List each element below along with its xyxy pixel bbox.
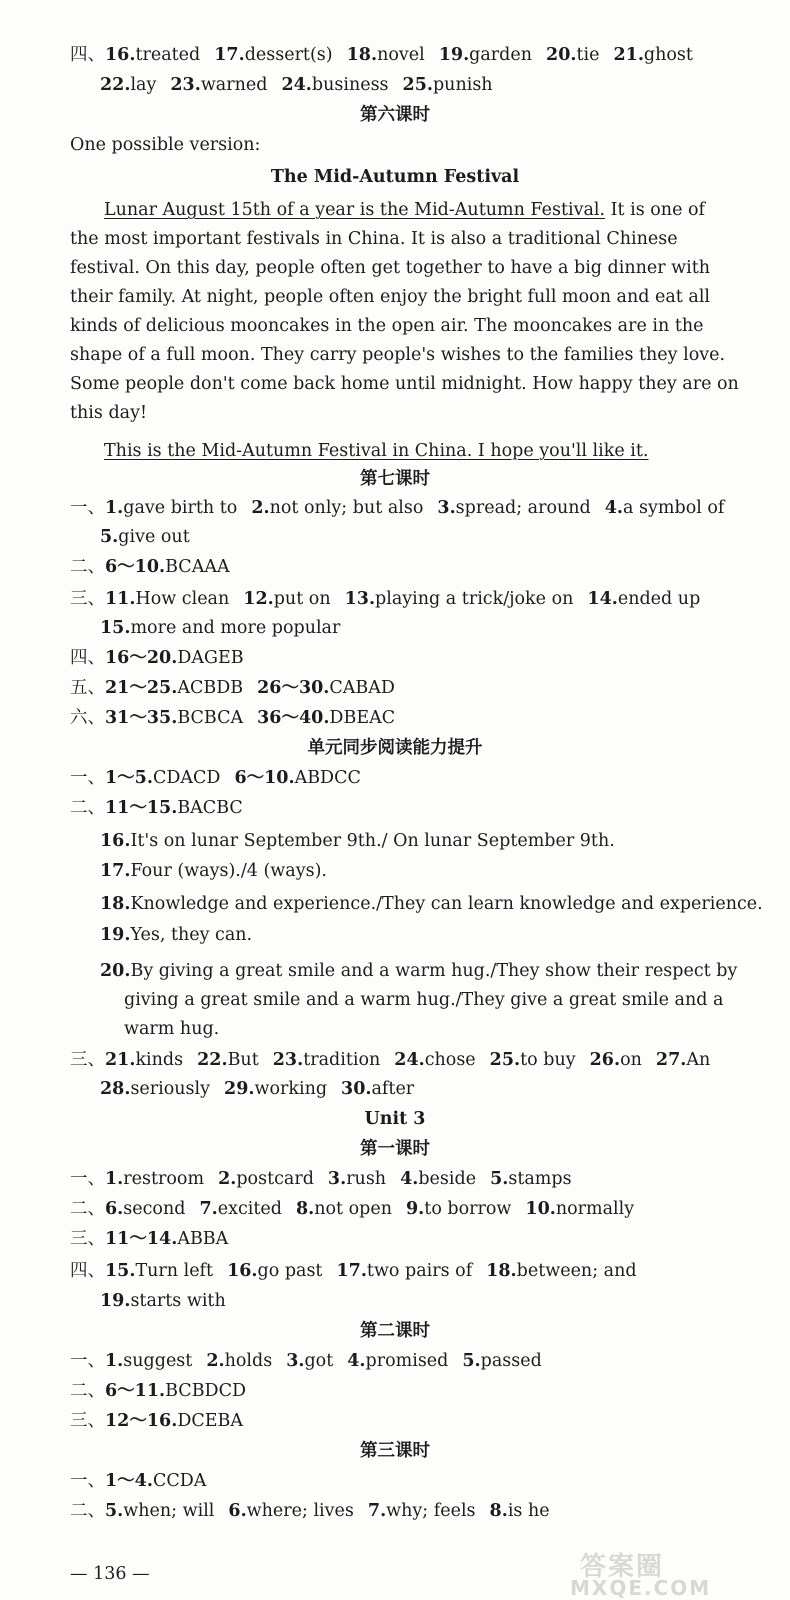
question-number: 10. [525, 1199, 556, 1219]
watermark-text: 答案圈 [580, 1552, 665, 1582]
answer-row [100, 1290, 226, 1312]
answer-row [70, 1470, 206, 1492]
answer-row [70, 44, 693, 66]
answer-row [100, 924, 252, 946]
answer-row [70, 797, 243, 819]
answer-row [70, 1228, 228, 1250]
answer-text: DBEAC [329, 708, 396, 728]
section-number: 一、 [70, 498, 105, 518]
answer-item [224, 1079, 327, 1099]
section-title: The Mid-Autumn Festival [270, 167, 520, 187]
question-number: 2. [206, 1351, 225, 1371]
answer-text: put on [273, 589, 331, 609]
answer-item [613, 45, 692, 65]
section-number: 四、 [70, 648, 105, 668]
answer-text: ABBA [177, 1229, 229, 1249]
answer-item [199, 1199, 282, 1219]
answer-text: But [227, 1050, 259, 1070]
answer-text: DAGEB [177, 648, 244, 668]
answer-text: CDACD [152, 768, 221, 788]
answer-item [439, 45, 532, 65]
question-number: 19. [100, 925, 131, 945]
answer-item [206, 1351, 272, 1371]
answer-item [227, 1261, 322, 1281]
essay-line: shape of a full moon. They carry people's wishes to the families they love. [70, 345, 726, 365]
answer-item [170, 75, 267, 95]
answer-text: a symbol of [623, 498, 725, 518]
answer-row [70, 707, 395, 729]
answer-text: Yes, they can. [130, 925, 253, 945]
answer-item [490, 1050, 576, 1070]
question-number: 17. [100, 861, 131, 881]
question-number: 25. [402, 75, 433, 95]
answer-text: rush [346, 1169, 387, 1189]
answer-item [100, 925, 252, 945]
answer-item [218, 1169, 314, 1189]
answer-item [368, 1501, 476, 1521]
answer-text: Turn left [135, 1261, 214, 1281]
underlined-sentence: Lunar August 15th of a year is the Mid-Autumn Festival. [104, 200, 606, 220]
answer-item [243, 589, 330, 609]
answer-item [251, 498, 423, 518]
essay-line: kinds of delicious mooncakes in the open air. The mooncakes are in the [70, 316, 704, 336]
essay-line: their family. At night, people often enjoy the bright full moon and eat all [70, 287, 711, 307]
page-number: — 136 — [70, 1564, 150, 1584]
answer-item [105, 557, 230, 577]
answer-row [70, 1380, 246, 1402]
essay-line: Some people don't come back home until midnight. How happy they are on [70, 374, 739, 394]
answer-item [341, 1079, 414, 1099]
question-number: 5. [490, 1169, 509, 1189]
section-number: 二、 [70, 1501, 105, 1521]
question-number: 3. [327, 1169, 347, 1189]
answer-item [105, 1169, 204, 1189]
section-number: 三、 [70, 1411, 105, 1431]
question-number: 23. [272, 1050, 304, 1070]
section-title: 第六课时 [360, 105, 430, 125]
question-number: 18. [346, 45, 378, 65]
question-number: 22. [100, 75, 131, 95]
answer-text: where; lives [246, 1501, 354, 1521]
question-number: 7. [367, 1501, 387, 1521]
answer-item [437, 498, 590, 518]
answer-text: suggest [123, 1351, 193, 1371]
answer-item [257, 678, 395, 698]
answer-text: not open [314, 1199, 392, 1219]
answer-item [100, 527, 190, 547]
answer-text: Four (ways)./4 (ways). [130, 861, 327, 881]
answer-item [286, 1351, 333, 1371]
question-number: 31～35. [105, 708, 178, 728]
answer-item [105, 1199, 185, 1219]
answer-row [70, 647, 244, 669]
question-number: 15. [100, 618, 131, 638]
question-number: 16. [100, 831, 131, 851]
answer-text: not only; but also [269, 498, 424, 518]
section-number: 一、 [70, 1471, 105, 1491]
question-number: 16. [227, 1261, 258, 1281]
answer-row [70, 1350, 542, 1372]
answer-text: An [686, 1050, 711, 1070]
question-number: 19. [438, 45, 470, 65]
answer-item [105, 798, 243, 818]
answer-item [105, 678, 243, 698]
answer-item [490, 1169, 572, 1189]
question-number: 20. [546, 45, 577, 65]
question-number: 6～11. [105, 1381, 166, 1401]
section-title: 第三课时 [360, 1441, 430, 1461]
answer-row [100, 1078, 414, 1100]
question-number: 26～30. [257, 678, 330, 698]
answer-text: when; will [123, 1501, 215, 1521]
plain-line: One possible version: [70, 135, 261, 155]
answer-row [70, 1049, 710, 1071]
essay-line: this day! [70, 403, 147, 423]
answer-text: How clean [135, 589, 230, 609]
question-number: 26. [589, 1050, 621, 1070]
answer-item [525, 1199, 634, 1219]
answer-item [336, 1261, 472, 1281]
answer-item [100, 861, 327, 881]
answer-text: to buy [520, 1050, 576, 1070]
question-number: 21～25. [105, 678, 178, 698]
answer-text: seriously [130, 1079, 211, 1099]
answer-text: second [123, 1199, 186, 1219]
section-number: 四、 [70, 45, 105, 65]
answer-item [105, 1381, 246, 1401]
answer-text: to borrow [424, 1199, 512, 1219]
section-number: 三、 [70, 589, 105, 609]
answer-item [100, 961, 737, 981]
answer-item [296, 1199, 392, 1219]
section-number: 五、 [70, 678, 105, 698]
answer-item [105, 45, 200, 65]
section-number: 四、 [70, 1261, 105, 1281]
answer-text: got [304, 1351, 334, 1371]
answer-row [70, 588, 700, 610]
question-number: 6～10. [105, 557, 166, 577]
answer-text: restroom [123, 1169, 205, 1189]
question-number: 1. [105, 1169, 124, 1189]
section-number: 二、 [70, 1381, 105, 1401]
answer-item [105, 648, 244, 668]
answer-text: CCDA [152, 1471, 207, 1491]
question-number: 11. [105, 589, 136, 609]
question-number: 25. [489, 1050, 521, 1070]
question-number: 18. [100, 894, 131, 914]
answer-text: passed [480, 1351, 542, 1371]
question-number: 5. [100, 527, 119, 547]
section-number: 一、 [70, 1169, 105, 1189]
question-number: 23. [170, 75, 201, 95]
answer-row [100, 526, 190, 548]
answer-text: holds [224, 1351, 273, 1371]
question-number: 1. [105, 498, 124, 518]
answer-text: go past [257, 1261, 323, 1281]
answer-text: treated [135, 45, 201, 65]
answer-text: chose [424, 1050, 476, 1070]
answer-text: two pairs of [366, 1261, 473, 1281]
section-number: 二、 [70, 1199, 105, 1219]
question-number: 5. [462, 1351, 481, 1371]
question-number: 17. [214, 45, 245, 65]
answer-item [100, 1079, 210, 1099]
answer-text: lay [130, 75, 157, 95]
answer-item [347, 1351, 448, 1371]
answer-text: kinds [135, 1050, 184, 1070]
answer-text: It's on lunar September 9th./ On lunar September 9th. [130, 831, 615, 851]
question-number: 14. [587, 589, 618, 609]
answer-text: ghost [643, 45, 693, 65]
question-number: 12. [243, 589, 274, 609]
answer-item [490, 1501, 550, 1521]
answer-text: BCBCA [177, 708, 244, 728]
answer-row [100, 960, 737, 982]
section-title: 单元同步阅读能力提升 [307, 738, 483, 758]
answer-item [105, 1411, 243, 1431]
section-title: 第七课时 [360, 469, 430, 489]
answer-text: starts with [130, 1291, 226, 1311]
watermark-logo [530, 1548, 780, 1600]
answer-text: By giving a great smile and a warm hug./They show their respect by [130, 961, 738, 981]
section-title: 第二课时 [360, 1321, 430, 1341]
section-number: 三、 [70, 1050, 105, 1070]
question-number: 15. [105, 1261, 136, 1281]
answer-text: stamps [508, 1169, 572, 1189]
essay-paragraph [70, 196, 739, 428]
question-number: 28. [100, 1079, 131, 1099]
answer-text: playing a trick/joke on [375, 589, 574, 609]
answer-item [105, 589, 229, 609]
answer-row [100, 893, 763, 915]
plain-line: giving a great smile and a warm hug./They give a great smile and a [124, 990, 724, 1010]
answer-text: why; feels [386, 1501, 476, 1521]
answer-text: ended up [617, 589, 701, 609]
answer-item [587, 589, 700, 609]
answer-item [105, 498, 237, 518]
answer-item [105, 1471, 206, 1491]
answer-text: postcard [236, 1169, 314, 1189]
answer-text: more and more popular [130, 618, 341, 638]
question-number: 11～15. [105, 798, 178, 818]
answer-text: ABDCC [294, 768, 361, 788]
question-number: 24. [281, 75, 312, 95]
question-number: 21. [613, 45, 644, 65]
question-number: 30. [341, 1079, 372, 1099]
answer-item [345, 589, 574, 609]
section-title: 第一课时 [360, 1139, 430, 1159]
answer-text: after [371, 1079, 415, 1099]
question-number: 16. [105, 45, 136, 65]
question-number: 17. [336, 1261, 367, 1281]
answer-item [462, 1351, 541, 1371]
question-number: 13. [344, 589, 376, 609]
answer-item [234, 768, 360, 788]
essay-line [70, 196, 720, 225]
sentence-rest: It is one of [605, 200, 706, 220]
answer-text: dessert(s) [244, 45, 333, 65]
question-number: 1～5. [105, 768, 153, 788]
answer-text: promised [365, 1351, 449, 1371]
answer-item [100, 1291, 226, 1311]
answer-item [105, 1351, 192, 1371]
answer-row [70, 497, 724, 519]
question-number: 4. [400, 1169, 419, 1189]
answer-item [257, 708, 395, 728]
answer-text: BCBDCD [165, 1381, 247, 1401]
question-number: 21. [105, 1050, 136, 1070]
answer-text: BACBC [177, 798, 243, 818]
answer-text: tie [576, 45, 600, 65]
question-number: 16～20. [105, 648, 178, 668]
watermark-url: MXQE.COM [570, 1576, 712, 1600]
plain-line: warm hug. [124, 1019, 220, 1039]
question-number: 20. [100, 961, 131, 981]
section-number: 一、 [70, 768, 105, 788]
answer-row [70, 1198, 634, 1220]
answer-text: BCAAA [165, 557, 230, 577]
question-number: 7. [199, 1199, 218, 1219]
answer-text: ACBDB [177, 678, 244, 698]
question-number: 6～10. [234, 768, 295, 788]
essay-conclusion: This is the Mid-Autumn Festival in China. I hope you'll like it. [104, 441, 649, 461]
answer-row [70, 1260, 637, 1282]
answer-item [105, 708, 243, 728]
question-number: 27. [655, 1050, 687, 1070]
answer-row [100, 617, 340, 639]
question-number: 9. [406, 1199, 425, 1219]
answer-row [70, 767, 361, 789]
answer-item [403, 75, 493, 95]
question-number: 36～40. [257, 708, 330, 728]
answer-item [406, 1199, 511, 1219]
answer-text: DCEBA [177, 1411, 244, 1431]
answer-text: normally [555, 1199, 635, 1219]
question-number: 3. [286, 1351, 305, 1371]
answer-row [70, 677, 395, 699]
question-number: 2. [218, 1169, 237, 1189]
question-number: 4. [347, 1351, 366, 1371]
answer-item [394, 1050, 475, 1070]
answer-item [100, 618, 340, 638]
question-number: 24. [394, 1050, 425, 1070]
answer-row [70, 1168, 572, 1190]
answer-item [105, 1229, 228, 1249]
answer-text: working [254, 1079, 328, 1099]
section-number: 三、 [70, 1229, 105, 1249]
question-number: 8. [295, 1199, 315, 1219]
answer-item [105, 1050, 183, 1070]
question-number: 6. [105, 1199, 124, 1219]
answer-item [347, 45, 425, 65]
answer-row [100, 860, 327, 882]
answer-item [590, 1050, 642, 1070]
answer-text: business [311, 75, 389, 95]
answer-item [656, 1050, 710, 1070]
answer-text: is he [507, 1501, 550, 1521]
answer-text: CABAD [329, 678, 395, 698]
question-number: 11～14. [105, 1229, 178, 1249]
question-number: 1. [105, 1351, 124, 1371]
section-number: 二、 [70, 557, 105, 577]
essay-line: the most important festivals in China. It is also a traditional Chinese [70, 229, 678, 249]
answer-text: spread; around [455, 498, 591, 518]
question-number: 5. [105, 1501, 124, 1521]
answer-text: punish [432, 75, 493, 95]
answer-row [70, 1500, 550, 1522]
question-number: 8. [489, 1501, 508, 1521]
question-number: 19. [100, 1291, 131, 1311]
question-number: 6. [228, 1501, 247, 1521]
answer-item [228, 1501, 354, 1521]
answer-row [70, 556, 230, 578]
answer-item [100, 894, 763, 914]
answer-item [328, 1169, 386, 1189]
answer-item [273, 1050, 381, 1070]
question-number: 2. [251, 498, 270, 518]
essay-line: festival. On this day, people often get together to have a big dinner with [70, 258, 711, 278]
answer-text: beside [418, 1169, 477, 1189]
answer-item [105, 1501, 214, 1521]
section-number: 二、 [70, 798, 105, 818]
answer-text: tradition [303, 1050, 381, 1070]
question-number: 29. [224, 1079, 255, 1099]
question-number: 22. [197, 1050, 228, 1070]
section-title: Unit 3 [364, 1109, 426, 1129]
section-number: 六、 [70, 708, 105, 728]
answer-text: warned [200, 75, 268, 95]
answer-item [605, 498, 725, 518]
answer-item [214, 45, 332, 65]
answer-item [100, 831, 615, 851]
answer-row [100, 74, 493, 96]
question-number: 3. [437, 498, 456, 518]
section-number: 一、 [70, 1351, 105, 1371]
answer-text: on [620, 1050, 642, 1070]
answer-row [100, 830, 615, 852]
answer-text: garden [469, 45, 533, 65]
answer-text: Knowledge and experience./They can learn knowledge and experience. [130, 894, 763, 914]
answer-text: excited [217, 1199, 282, 1219]
answer-item [100, 75, 156, 95]
answer-text: gave birth to [123, 498, 238, 518]
question-number: 4. [604, 498, 624, 518]
answer-text: give out [118, 527, 190, 547]
answer-item [400, 1169, 476, 1189]
answer-text: between; and [516, 1261, 637, 1281]
question-number: 1～4. [105, 1471, 153, 1491]
question-number: 18. [486, 1261, 517, 1281]
answer-item [486, 1261, 636, 1281]
answer-item [105, 768, 220, 788]
answer-item [105, 1261, 213, 1281]
answer-row [70, 1410, 243, 1432]
answer-item [281, 75, 388, 95]
answer-item [197, 1050, 259, 1070]
answer-item [546, 45, 599, 65]
answer-text: novel [377, 45, 425, 65]
question-number: 12～16. [105, 1411, 178, 1431]
